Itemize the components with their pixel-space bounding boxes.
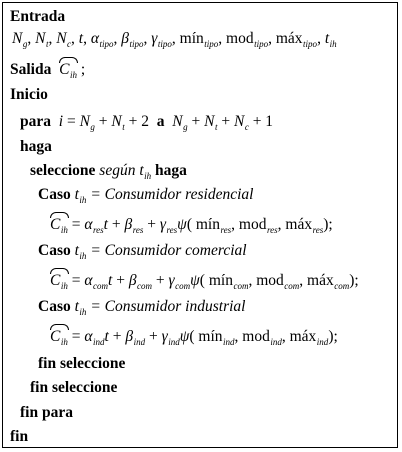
fin-seleccione-outer: fin seleccione [30, 379, 118, 396]
formula-comercial: $C_{ih} = \alpha_{com}t + \beta_{com} + \gamma_{com}\psi$( mín$_{com}$, mod$_{com}$, máx$_{com}$); [50, 272, 359, 291]
inicio-keyword: Inicio [10, 86, 48, 103]
fin-para: fin para [20, 404, 73, 421]
case-residencial: Caso $t_{ih}$ = Consumidor residencial [38, 186, 254, 205]
formula-residencial: $C_{ih} = \alpha_{res}t + \beta_{res} + \gamma_{res}\psi$( mín$_{res}$, mod$_{res}$, máx$_{res}$); [50, 216, 333, 235]
fin-seleccione-inner: fin seleccione [38, 355, 126, 372]
case-industrial: Caso $t_{ih}$ = Consumidor industrial [38, 298, 246, 317]
input-list: $N_g$, $N_t$, $N_c$, t, $\alpha_{tipo}$, $\beta_{tipo}$, $\gamma_{tipo}$, mín$_{tipo}$, mod$_{tipo}$, máx$_{tipo}$, $t_{ih}$ [12, 30, 337, 49]
case-comercial: Caso $t_{ih}$ = Consumidor comercial [38, 242, 247, 261]
salida-line: Salida $C_{ih}$ ; [10, 61, 86, 80]
formula-industrial: $C_{ih} = \alpha_{ind}t + \beta_{ind} + \gamma_{ind}\psi$( mín$_{ind}$, mod$_{ind}$, máx$_{ind}$); [50, 328, 338, 347]
entrada-keyword: Entrada [10, 8, 66, 25]
para-line: para $i = N_g + N_t + 2$ a $N_g + N_t + N_c + 1$ [20, 113, 274, 132]
haga-keyword: haga [20, 138, 52, 155]
fin: fin [10, 428, 29, 445]
seleccione-line: seleccione según $t_{ih}$ haga [30, 162, 187, 181]
